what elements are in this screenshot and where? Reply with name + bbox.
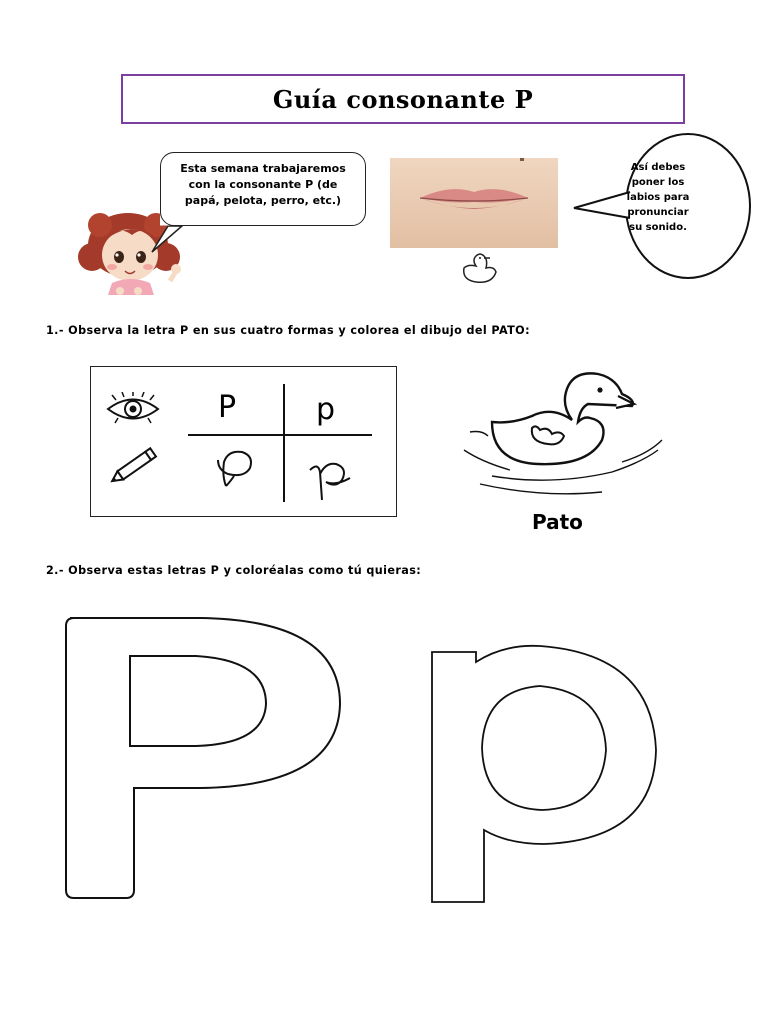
speech-left-line-1: Esta semana trabajaremos: [180, 162, 346, 175]
speech-right-line-3: labios para: [626, 192, 690, 203]
outline-letter-lower: [424, 640, 664, 910]
speech-right-line-1: Así debes: [630, 162, 686, 173]
speech-bubble-right-text: [617, 160, 699, 235]
letter-cursive-upper: [212, 446, 262, 490]
instruction-1: 1.- Observa la letra P en sus cuatro formas y colorea el dibujo del PATO:: [46, 324, 530, 337]
speech-left-line-2: con la consonante P (de: [188, 178, 338, 191]
letter-print-lower: p: [316, 392, 336, 427]
speech-bubble-left: [160, 152, 366, 226]
eye-icon: [104, 392, 162, 426]
speech-right-line-5: su sonido.: [629, 222, 687, 233]
pencil-icon: [106, 446, 162, 488]
title-box: [121, 74, 685, 124]
duck-drawing: [452, 366, 672, 506]
speech-right-line-4: pronunciar: [627, 207, 689, 218]
outline-letter-upper: [50, 608, 355, 910]
speech-left-line-3: papá, pelota, perro, etc.): [184, 194, 342, 207]
page-title: Guía consonante P: [272, 84, 534, 114]
letter-print-upper: P: [218, 390, 237, 425]
letter-cursive-lower: [306, 452, 356, 504]
lips-photo: [390, 158, 558, 248]
small-duck-icon: [458, 250, 500, 286]
instruction-2: 2.- Observa estas letras P y coloréalas como tú quieras:: [46, 564, 422, 577]
duck-label: Pato: [532, 510, 583, 534]
speech-right-line-2: poner los: [631, 177, 685, 188]
